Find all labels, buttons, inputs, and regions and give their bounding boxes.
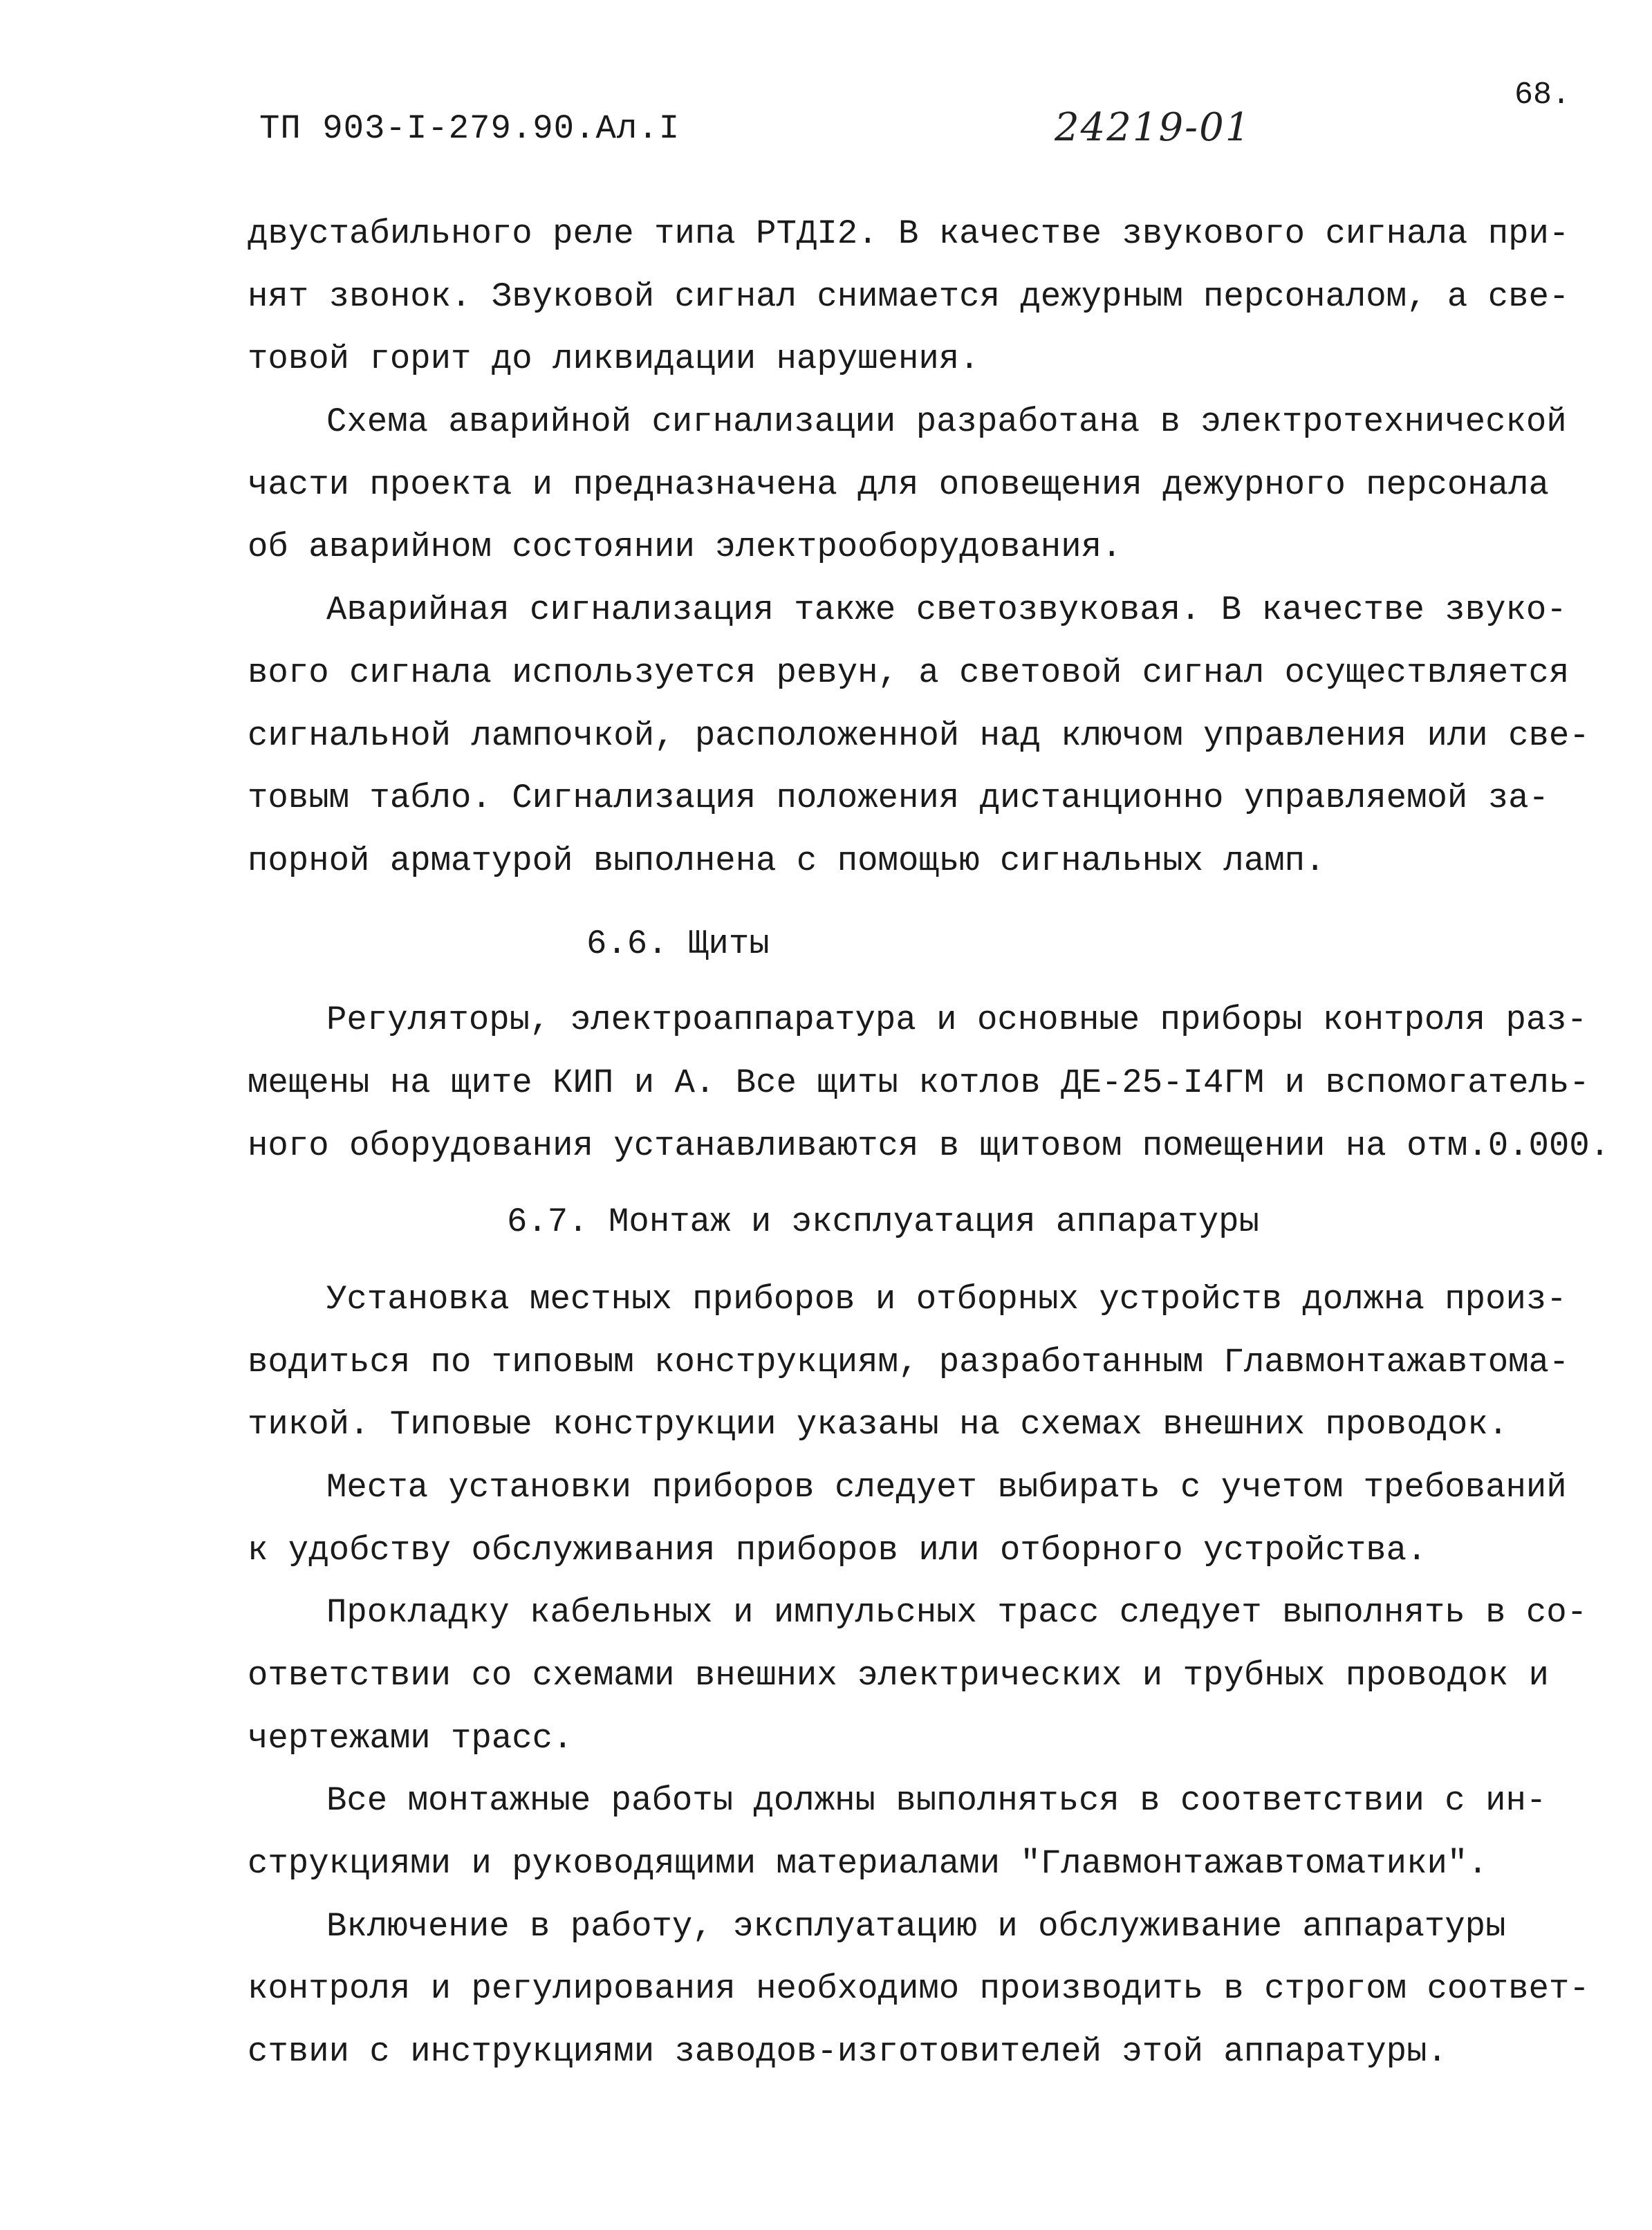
document-code: ТП 903-I-279.90.Ал.I bbox=[259, 109, 680, 148]
text-line: двустабильного реле типа РТДI2. В качестве звукового сигнала при- bbox=[248, 214, 1570, 253]
text-line: Регуляторы, электроаппаратура и основные приборы контроля раз- bbox=[326, 1001, 1588, 1039]
text-line: Установка местных приборов и отборных устройств должна произ- bbox=[326, 1280, 1567, 1319]
text-line: нят звонок. Звуковой сигнал снимается дежурным персоналом, а све- bbox=[248, 277, 1570, 316]
text-line: части проекта и предназначена для оповещения дежурного персонала bbox=[248, 465, 1549, 504]
text-line: вого сигнала используется ревун, а световой сигнал осуществляется bbox=[248, 653, 1570, 692]
text-line: товой горит до ликвидации нарушения. bbox=[248, 340, 980, 378]
text-line: к удобству обслуживания приборов или отборного устройства. bbox=[248, 1531, 1427, 1570]
text-line: сигнальной лампочкой, расположенной над ключом управления или све- bbox=[248, 716, 1590, 755]
text-line: струкциями и руководящими материалами "Главмонтажавтоматики". bbox=[248, 1844, 1488, 1883]
text-line: контроля и регулирования необходимо производить в строгом соответ- bbox=[248, 1969, 1590, 2008]
text-line: об аварийном состоянии электрооборудования. bbox=[248, 528, 1122, 566]
handwritten-number: 24219-01 bbox=[1055, 105, 1252, 150]
text-line: водиться по типовым конструкциям, разработанным Главмонтажавтома- bbox=[248, 1343, 1570, 1382]
text-line: Все монтажные работы должны выполняться в соответствии с ин- bbox=[326, 1781, 1547, 1820]
text-line: мещены на щите КИП и А. Все щиты котлов ДЕ-25-I4ГМ и вспомогатель- bbox=[248, 1063, 1590, 1102]
section-heading-6-7: 6.7. Монтаж и эксплуатация аппаратуры bbox=[507, 1202, 1259, 1241]
text-line: чертежами трасс. bbox=[248, 1719, 573, 1758]
text-line: тикой. Типовые конструкции указаны на схемах внешних проводок. bbox=[248, 1405, 1509, 1444]
section-heading-6-6: 6.6. Щиты bbox=[586, 924, 770, 963]
page-number: 68. bbox=[1514, 77, 1571, 113]
text-line: ствии с инструкциями заводов-изготовителей этой аппаратуры. bbox=[248, 2032, 1447, 2071]
text-line: Включение в работу, эксплуатацию и обслуживание аппаратуры bbox=[326, 1907, 1506, 1946]
text-line: ного оборудования устанавливаются в щитовом помещении на отм.0.000. bbox=[248, 1126, 1611, 1165]
text-line: порной арматурой выполнена с помощью сигнальных ламп. bbox=[248, 842, 1326, 880]
text-line: Прокладку кабельных и импульсных трасс следует выполнять в со- bbox=[326, 1593, 1588, 1632]
text-line: Схема аварийной сигнализации разработана в электротехнической bbox=[326, 402, 1567, 441]
text-line: Аварийная сигнализация также светозвуковая. В качестве звуко- bbox=[326, 591, 1567, 629]
text-line: товым табло. Сигнализация положения дистанционно управляемой за- bbox=[248, 779, 1549, 817]
text-line: ответствии со схемами внешних электрических и трубных проводок и bbox=[248, 1656, 1549, 1695]
text-line: Места установки приборов следует выбирать с учетом требований bbox=[326, 1468, 1567, 1507]
